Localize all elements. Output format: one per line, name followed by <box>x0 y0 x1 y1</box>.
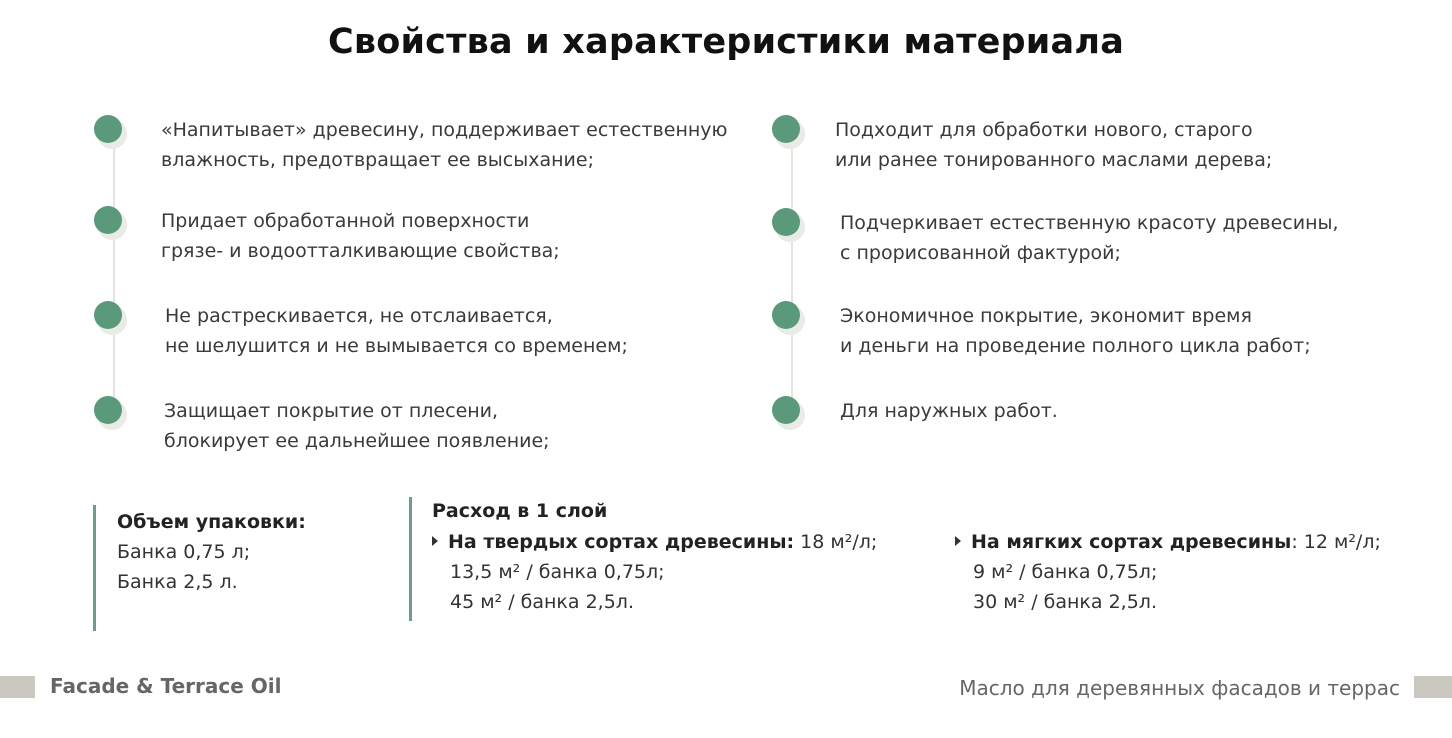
feature-line-2: влажность, предотвращает ее высыхание; <box>161 149 594 171</box>
bullet-dot-icon <box>94 396 128 430</box>
hard-wood-line-2: 13,5 м² / банка 0,75л; <box>450 561 665 583</box>
feature-line-1: Не растрескивается, не отслаивается, <box>165 305 553 327</box>
bullet-dot-icon <box>772 396 806 430</box>
bullet-dot-icon <box>94 206 128 240</box>
bullet-dot-icon <box>772 208 806 242</box>
page-title: Свойства и характеристики материала <box>327 22 1125 62</box>
soft-wood-line-3: 30 м² / банка 2,5л. <box>973 591 1157 613</box>
feature-line-1: Придает обработанной поверхности <box>161 210 530 232</box>
feature-item-right-1 <box>772 115 1412 175</box>
hard-wood-rate: 18 м²/л; <box>794 531 878 553</box>
package-heading: Объем упаковки: <box>117 511 306 533</box>
feature-item-left-4 <box>94 396 754 456</box>
consumption-accent-bar <box>409 497 412 621</box>
feature-line-2: блокирует ее дальнейшее появление; <box>164 430 550 452</box>
package-item: Банка 0,75 л; <box>117 541 251 563</box>
bullet-dot-icon <box>772 301 806 335</box>
soft-wood-line-2: 9 м² / банка 0,75л; <box>973 561 1158 583</box>
feature-item-left-2 <box>94 206 754 266</box>
feature-line-2: или ранее тонированного маслами дерева; <box>835 149 1273 171</box>
footer-product-name: Facade & Terrace Oil <box>50 674 282 698</box>
package-block <box>117 507 306 597</box>
hard-wood-label: На твердых сортах древесины: <box>448 531 795 553</box>
triangle-bullet-icon <box>432 536 438 546</box>
consumption-soft-block <box>955 527 1381 617</box>
footer-left-bar <box>0 676 35 698</box>
package-item: Банка 2,5 л. <box>117 571 238 593</box>
consumption-hard-block <box>432 527 877 617</box>
package-accent-bar <box>93 505 96 631</box>
feature-line-1: Подчеркивает естественную красоту древесины, <box>840 212 1339 234</box>
footer-right-bar <box>1414 676 1452 698</box>
feature-item-right-2 <box>772 208 1412 268</box>
feature-line-2: не шелушится и не вымывается со временем; <box>165 335 628 357</box>
consumption-heading-text: Расход в 1 слой <box>432 500 608 522</box>
triangle-bullet-icon <box>955 536 961 546</box>
feature-line-2: и деньги на проведение полного цикла работ; <box>840 335 1311 357</box>
feature-line-1: Экономичное покрытие, экономит время <box>840 305 1252 327</box>
bullet-dot-icon <box>94 115 128 149</box>
feature-line-1: Защищает покрытие от плесени, <box>164 400 499 422</box>
feature-line-1: Подходит для обработки нового, старого <box>835 119 1253 141</box>
feature-item-left-1 <box>94 115 754 175</box>
soft-wood-label: На мягких сортах древесины <box>971 531 1292 553</box>
feature-line-2: грязе- и водоотталкивающие свойства; <box>161 240 560 262</box>
hard-wood-line-3: 45 м² / банка 2,5л. <box>450 591 634 613</box>
bullet-dot-icon <box>772 115 806 149</box>
feature-item-right-4 <box>772 396 1412 456</box>
feature-line-2: с прорисованной фактурой; <box>840 242 1121 264</box>
soft-wood-rate: : 12 м²/л; <box>1291 531 1381 553</box>
feature-line-1: «Напитывает» древесину, поддерживает естественную <box>161 119 728 141</box>
feature-item-right-3 <box>772 301 1412 361</box>
consumption-heading <box>432 496 607 526</box>
feature-item-left-3 <box>94 301 754 361</box>
footer-product-description: Масло для деревянных фасадов и террас <box>959 676 1400 700</box>
bullet-dot-icon <box>94 301 128 335</box>
feature-line-1: Для наружных работ. <box>840 400 1058 422</box>
